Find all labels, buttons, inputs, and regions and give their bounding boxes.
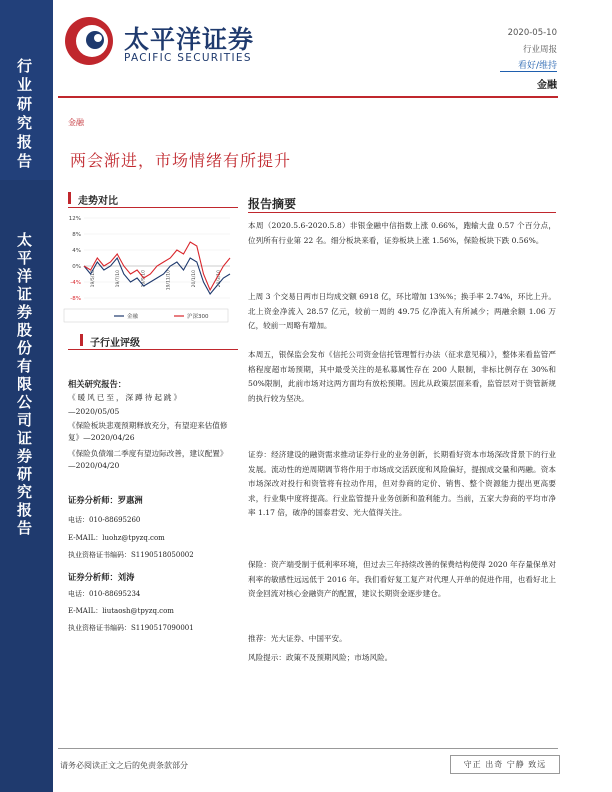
related-item: —2020/05/05 xyxy=(68,407,120,416)
logo-english: PACIFIC SECURITIES xyxy=(124,52,252,64)
logo-chinese: 太平洋证券 xyxy=(124,25,255,54)
legend-label: 金融 xyxy=(127,314,139,320)
footer-disclaimer[interactable]: 请务必阅读正文之后的免责条款部分 xyxy=(60,761,188,770)
category-tag: 金融 xyxy=(68,118,84,127)
y-tick-label: 0% xyxy=(72,264,81,270)
summary-paragraph: 证券：经济建设的融资需求推动证券行业的业务创新，长期看好资本市场深改背景下的行业发展。流动性的逆周期调节将作用于市场成交活跃度和风险偏好，提振成交量和两融。资本市场深改对投行和资管将有拉动作用，但对券商的定价、销售、整个资源能力提出更高要求，行业集中度将提高。行业监管提升业务创新和盈利能力。当前，五家大券商的平均市净率 1.17 倍，破净的国泰君安、光大值得关注。 xyxy=(248,450,556,518)
legend-label: 沪深300 xyxy=(187,314,209,320)
analyst-cert: 执业资格证书编码：S1190517090001 xyxy=(68,624,194,632)
y-tick-label: -4% xyxy=(70,280,81,286)
x-tick-label: 19/7/10 xyxy=(116,270,122,288)
summary-paragraph: 本周（2020.5.6-2020.5.8）非银金融中信指数上涨 0.66%，跑输大盘 0.57 个百分点，位列所有行业第 22 名。细分板块来看，证券板块上涨 1.56%，保险板块下跌 0.56%。 xyxy=(248,221,556,245)
related-item[interactable]: 《保险板块悲观预期释放充分，有望迎来估值修复》—2020/04/26 xyxy=(68,421,228,442)
related-heading: 相关研究报告： xyxy=(68,379,127,389)
trend-bullet xyxy=(68,192,71,204)
x-tick-label: 20/3/10 xyxy=(217,270,222,288)
footer-divider xyxy=(58,748,558,749)
summary-paragraph: 风险提示：政策不及预期风险；市场风险。 xyxy=(248,653,393,662)
trend-divider xyxy=(68,207,238,208)
trend-heading: 走势对比 xyxy=(78,196,118,207)
subrating-bullet xyxy=(80,334,83,346)
rating-underline xyxy=(500,71,557,72)
y-tick-label: 8% xyxy=(72,232,81,238)
page-title: 两会渐进，市场情绪有所提升 xyxy=(70,151,292,170)
analyst-email[interactable]: E-MAIL：luohz@tpyzq.com xyxy=(68,534,165,542)
analyst-email[interactable]: E-MAIL：liutaosh@tpyzq.com xyxy=(68,607,174,615)
subrating-divider xyxy=(68,349,238,350)
series-line xyxy=(84,258,230,294)
related-item[interactable]: 《暖风已至，深蹲待起跳》 xyxy=(68,393,184,402)
rating: 看好/维持 xyxy=(517,61,557,71)
y-tick-label: 12% xyxy=(68,216,81,222)
sidebar-bottom-text: 太平洋证券股份有限公司证券研究报告 xyxy=(15,232,33,538)
report-date: 2020-05-10 xyxy=(507,28,557,38)
summary-paragraph: 推荐：光大证券、中国平安。 xyxy=(248,634,347,643)
sector-label: 金融 xyxy=(537,80,557,91)
x-tick-label: 20/1/10 xyxy=(191,270,197,288)
x-tick-label: 19/9/10 xyxy=(141,270,147,288)
footer-motto: 守正 出奇 宁静 致远 xyxy=(450,755,560,774)
summary-heading: 报告摘要 xyxy=(248,197,297,211)
analyst-cert: 执业资格证书编码：S1190518050002 xyxy=(68,551,194,559)
subrating-heading: 子行业评级 xyxy=(90,338,140,349)
pacific-logo-icon xyxy=(62,14,116,68)
y-tick-label: -8% xyxy=(70,296,81,302)
analyst-phone: 电话：010-88695260 xyxy=(68,516,141,524)
summary-paragraph: 保险：资产端受制于低利率环境，但过去三年持续改善的保费结构使得 2020 年存量保单对利率的敏感性远远低于 2016 年。我们看好复工复产对代理人开单的促进作用，也看好北上资金回流对核心金融资产的配置，建议长期资金逐步建仓。 xyxy=(248,560,556,599)
report-type: 行业周报 xyxy=(522,45,557,55)
related-item[interactable]: 《保险负债端二季度有望边际改善，建议配置》—2020/04/20 xyxy=(68,449,228,470)
summary-paragraph: 上周 3 个交易日两市日均成交额 6918 亿，环比增加 13%%；换手率 2.74%，环比上升。北上资金净流入 28.57 亿元，较前一周的 49.75 亿净流入有所减少；两融余额 1.06 万亿，较前一周略有增加。 xyxy=(248,292,556,331)
analyst-phone: 电话：010-88695234 xyxy=(68,590,141,598)
analyst-name: 证券分析师：刘涛 xyxy=(68,572,135,582)
x-tick-label: 19/11/10 xyxy=(166,270,172,291)
y-tick-label: 4% xyxy=(72,248,81,254)
sidebar-top-text: 行业研究报告 xyxy=(15,58,33,172)
summary-paragraph: 本周五，银保监会发布《信托公司资金信托管理暂行办法（征求意见稿）》，整体来看监管严格程度超市场预期，其中最受关注的是私募属性存在 200 人限制，非标比例存在 30%和 50%限制，此前市场对这两方面均有放松预期。因此从政策层面来看，监管层对于资管新规的执行较为坚决。 xyxy=(248,350,556,403)
summary-divider xyxy=(248,212,556,213)
trend-chart xyxy=(62,212,238,324)
analyst-name: 证券分析师：罗惠洲 xyxy=(68,495,143,505)
header-divider xyxy=(58,96,558,98)
x-tick-label: 19/5/10 xyxy=(91,270,96,288)
